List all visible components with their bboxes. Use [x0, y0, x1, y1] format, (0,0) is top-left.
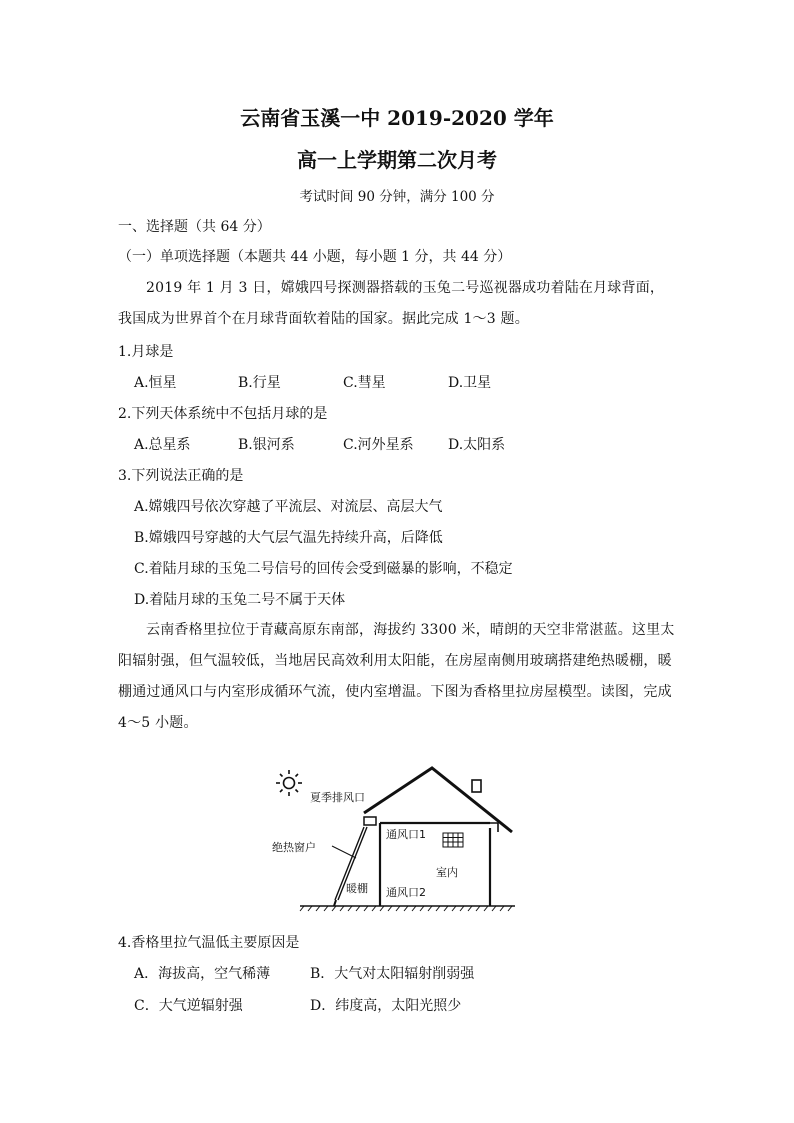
question-4-option-a: A．海拔高，空气稀薄: [134, 966, 271, 982]
house-window: [443, 833, 463, 847]
question-1-option-b: B.行星: [238, 375, 281, 391]
question-3-option-d: D.着陆月球的玉兔二号不属于天体: [134, 592, 346, 608]
question-3-stem: 3.下列说法正确的是: [118, 468, 244, 484]
label-vent-1: 通风口1: [386, 828, 426, 841]
label-vent-2: 通风口2: [386, 886, 426, 899]
question-2-option-a: A.总星系: [134, 437, 191, 453]
label-greenhouse: 暖棚: [346, 882, 368, 895]
question-4-option-d: D．纬度高，太阳光照少: [310, 998, 462, 1014]
chimney: [472, 780, 481, 792]
label-summer-vent: 夏季排风口: [310, 791, 365, 804]
greenhouse-base: [334, 900, 336, 906]
question-3-option-a: A.嫦娥四号依次穿越了平流层、对流层、高层大气: [134, 499, 443, 515]
question-4-option-b: B．大气对太阳辐射削弱强: [310, 966, 475, 982]
label-indoor: 室内: [436, 866, 458, 879]
question-1-option-a: A.恒星: [134, 375, 177, 391]
part-heading: （一）单项选择题（本题共 44 小题，每小题 1 分，共 44 分）: [118, 249, 512, 265]
section-heading: 一、选择题（共 64 分）: [118, 219, 271, 235]
question-3-option-c: C.着陆月球的玉兔二号信号的回传会受到磁暴的影响，不稳定: [134, 561, 513, 577]
question-2-option-d: D.太阳系: [448, 437, 506, 453]
passage-2: 云南香格里拉位于青藏高原东南部，海拔约 3300 米，晴朗的天空非常湛蓝。这里太阳辐射强，但气温较低，当地居民高效利用太阳能，在房屋南侧用玻璃搭建绝热暖棚，暖棚通过通风口与内室形成循环气流，使内室增温。下图为香格里拉房屋模型。读图，完成 4～5 小题。: [118, 622, 675, 731]
question-2-stem: 2.下列天体系统中不包括月球的是: [118, 406, 328, 422]
exam-info: 考试时间 90 分钟，满分 100 分: [299, 189, 495, 205]
summer-vent-box: [364, 817, 376, 825]
attic-vent: [485, 823, 498, 832]
question-3-option-b: B.嫦娥四号穿越的大气层气温先持续升高，后降低: [134, 530, 443, 546]
label-leader-line: [332, 846, 356, 858]
sun-icon: [276, 770, 302, 796]
question-1-option-d: D.卫星: [448, 375, 492, 391]
question-4-stem: 4.香格里拉气温低主要原因是: [118, 935, 300, 951]
title-line-2: 高一上学期第二次月考: [297, 148, 497, 172]
question-4-option-c: C．大气逆辐射强: [134, 998, 243, 1014]
title-line-1: 云南省玉溪一中 2019-2020 学年: [240, 106, 554, 130]
question-2-option-c: C.河外星系: [343, 437, 414, 453]
question-2-option-b: B.银河系: [238, 437, 295, 453]
question-1-option-c: C.彗星: [343, 375, 386, 391]
question-1-stem: 1.月球是: [118, 344, 174, 360]
house-model-figure: [260, 760, 530, 920]
passage-1: 2019 年 1 月 3 日，嫦娥四号探测器搭载的玉兔二号巡视器成功着陆在月球背面，我国成为世界首个在月球背面软着陆的国家。据此完成 1～3 题。: [118, 280, 665, 327]
label-insulated-window: 绝热窗户: [272, 841, 316, 854]
